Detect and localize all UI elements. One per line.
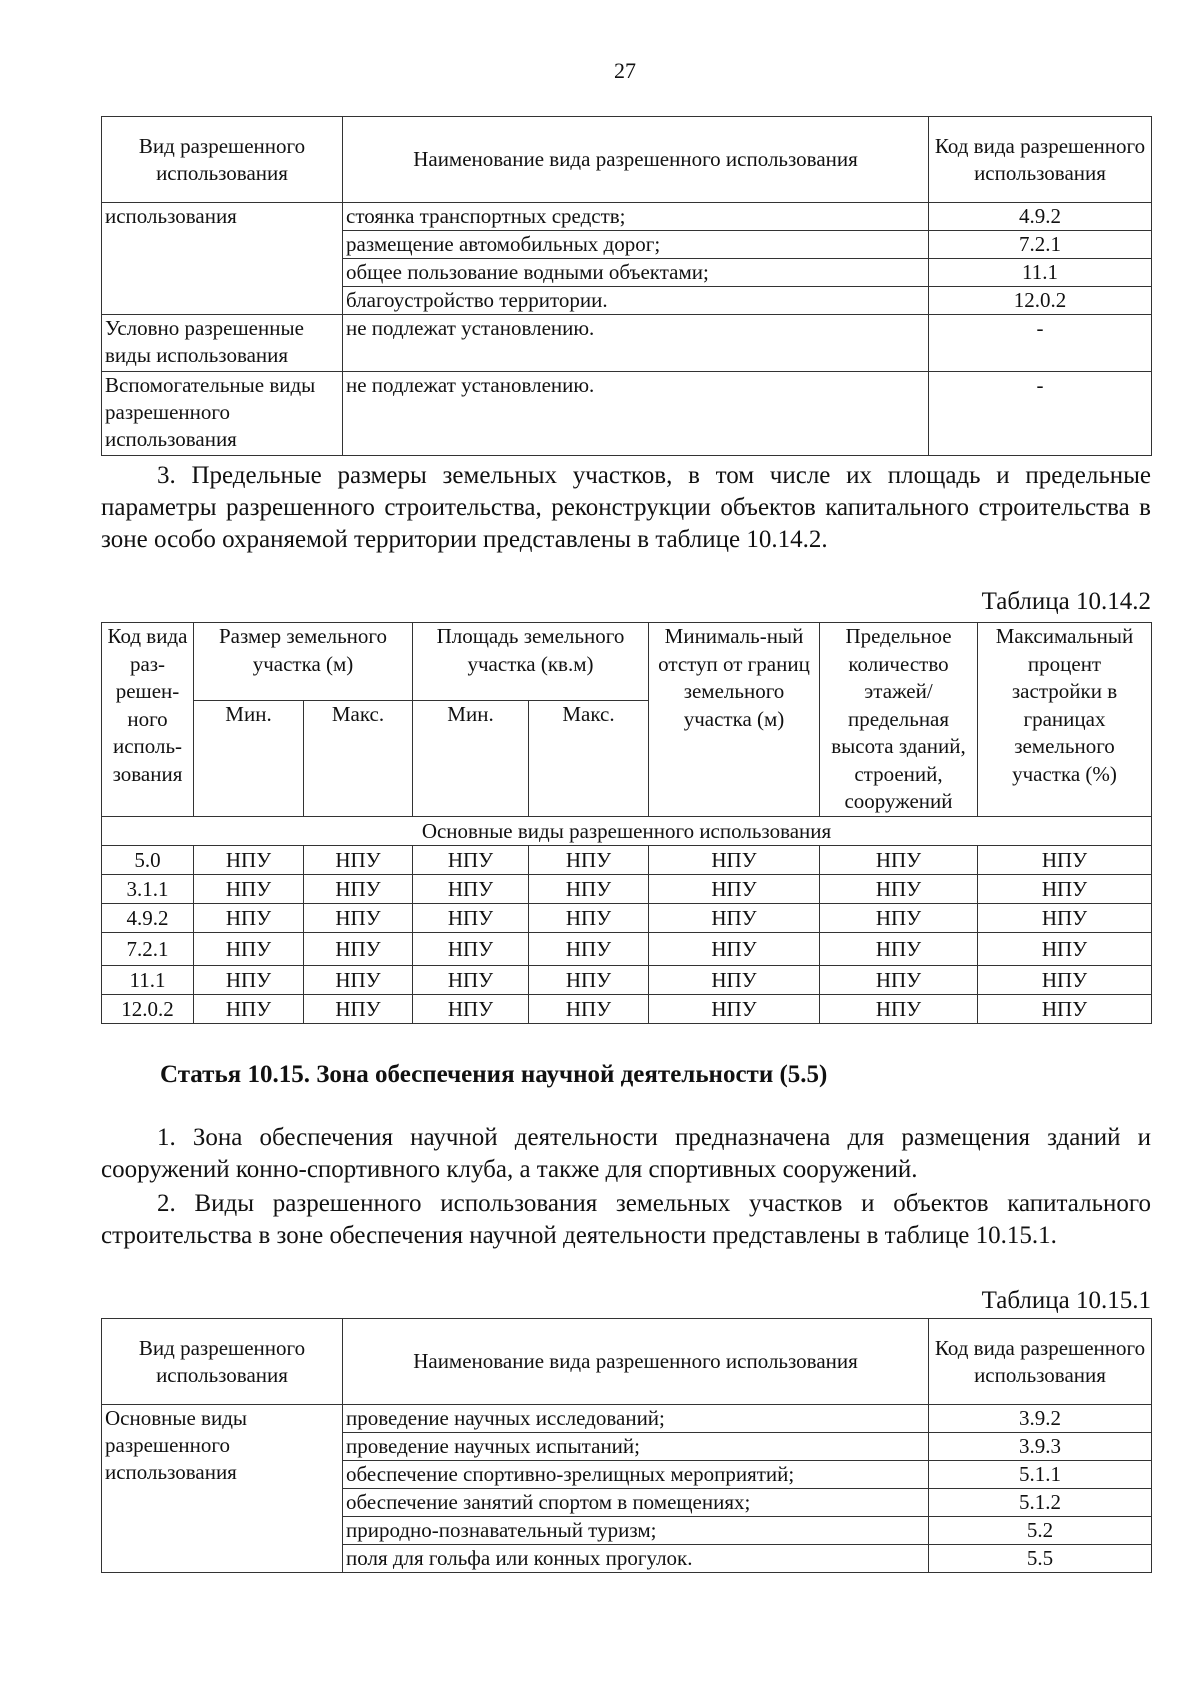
table2-code-cell: 11.1 [102,966,194,995]
table1-group-label: Условно разрешенные виды использования [102,315,343,372]
table-row [102,933,1152,966]
table3-row-code: 5.1.2 [929,1489,1152,1517]
table2-value-cell: НПУ [529,966,649,995]
table2-value-cell: НПУ [194,933,304,966]
table2-header-setback: Минималь-ный отступ от границ земельного участка (м) [649,623,820,817]
paragraph-1: 1. Зона обеспечения научной деятельности предназначена для размещения зданий и сооружений конно-спортивного клуба, а также для спортивных сооружений. [101,1124,1151,1183]
table3-row-name: обеспечение спортивно-зрелищных мероприятий; [343,1461,929,1489]
table3-row-name: обеспечение занятий спортом в помещениях; [343,1489,929,1517]
table3-caption: Таблица 10.15.1 [981,1287,1151,1314]
table3-row-code: 5.5 [929,1545,1152,1573]
table2-value-cell: НПУ [194,846,304,875]
table2-value-cell: НПУ [413,875,529,904]
table2-header-floors: Предельное количество этажей/ предельная высота зданий, строений, сооружений [820,623,978,817]
table-row [102,846,1152,875]
table2-section-label: Основные виды разрешенного использования [102,817,1152,846]
table2-value-cell: НПУ [649,995,820,1024]
table1-row-code: - [929,315,1152,372]
table2-value-cell: НПУ [820,966,978,995]
table1-row-name: стоянка транспортных средств; [343,203,929,231]
table2-value-cell: НПУ [529,904,649,933]
paragraph-3: 3. Предельные размеры земельных участков, в том числе их площадь и предельные параметры разрешенного строительства, реконструкции объектов капитального строительства в зоне особо охраняемой территории представлены в таблице 10.14.2. [101,462,1151,553]
table2-header-size-max: Макс. [304,701,413,817]
table2-value-cell: НПУ [413,995,529,1024]
page-number: 27 [614,58,636,83]
table2-value-cell: НПУ [304,904,413,933]
article-heading: Статья 10.15. Зона обеспечения научной деятельности (5.5) [160,1061,828,1088]
table2-value-cell: НПУ [529,875,649,904]
table1-header-name: Наименование вида разрешенного использования [343,117,929,203]
table2-value-cell: НПУ [194,995,304,1024]
table2-value-cell: НПУ [820,846,978,875]
permitted-use-table [101,1318,1152,1573]
table2-value-cell: НПУ [978,875,1152,904]
table2-value-cell: НПУ [649,966,820,995]
table1-group-label: Вспомогательные виды разрешенного использования [102,372,343,456]
table2-value-cell: НПУ [304,933,413,966]
table2-value-cell: НПУ [413,904,529,933]
table2-value-cell: НПУ [978,966,1152,995]
table2-header-coverage: Максимальный процент застройки в границах земельного участка (%) [978,623,1152,817]
table2-value-cell: НПУ [413,966,529,995]
table2-header-area: Площадь земельного участка (кв.м) [413,623,649,701]
table2-code-cell: 4.9.2 [102,904,194,933]
table1-row-code: 11.1 [929,259,1152,287]
table2-value-cell: НПУ [820,933,978,966]
permitted-use-table-continued [101,116,1152,456]
table1-row-name: не подлежат установлению. [343,372,929,456]
table2-value-cell: НПУ [304,875,413,904]
table1-row-code: 4.9.2 [929,203,1152,231]
table2-value-cell: НПУ [978,904,1152,933]
table2-value-cell: НПУ [978,995,1152,1024]
limits-table [101,622,1152,1024]
table3-header-code: Код вида разрешенного использования [929,1319,1152,1405]
table-row [102,904,1152,933]
table3-row-code: 5.1.1 [929,1461,1152,1489]
table1-row-code: - [929,372,1152,456]
table3-row-code: 3.9.3 [929,1433,1152,1461]
table3-group-label: Основные виды разрешенного использования [102,1405,343,1573]
table2-value-cell: НПУ [194,875,304,904]
table2-value-cell: НПУ [529,933,649,966]
table2-header-code: Код вида раз-решен-ного исполь-зования [102,623,194,817]
table2-header-size-min: Мин. [194,701,304,817]
table2-value-cell: НПУ [413,846,529,875]
table3-row-name: проведение научных исследований; [343,1405,929,1433]
table2-value-cell: НПУ [820,904,978,933]
table2-value-cell: НПУ [529,995,649,1024]
table2-value-cell: НПУ [649,933,820,966]
table1-row-name: размещение автомобильных дорог; [343,231,929,259]
table2-code-cell: 3.1.1 [102,875,194,904]
table2-value-cell: НПУ [194,904,304,933]
table3-row-name: поля для гольфа или конных прогулок. [343,1545,929,1573]
table3-row-name: проведение научных испытаний; [343,1433,929,1461]
table3-row-code: 3.9.2 [929,1405,1152,1433]
table2-value-cell: НПУ [820,875,978,904]
table2-code-cell: 7.2.1 [102,933,194,966]
table2-code-cell: 12.0.2 [102,995,194,1024]
table2-value-cell: НПУ [304,846,413,875]
table-row [102,875,1152,904]
table3-header-name: Наименование вида разрешенного использования [343,1319,929,1405]
table3-row-code: 5.2 [929,1517,1152,1545]
paragraph-2: 2. Виды разрешенного использования земельных участков и объектов капитального строительства в зоне обеспечения научной деятельности представлены в таблице 10.15.1. [101,1190,1151,1249]
table1-group-label: использования [102,203,343,315]
table2-value-cell: НПУ [978,933,1152,966]
table1-row-code: 7.2.1 [929,231,1152,259]
table2-value-cell: НПУ [820,995,978,1024]
table1-row-code: 12.0.2 [929,287,1152,315]
table1-row-name: общее пользование водными объектами; [343,259,929,287]
table2-value-cell: НПУ [413,933,529,966]
table2-value-cell: НПУ [649,846,820,875]
table2-value-cell: НПУ [194,966,304,995]
table2-header-area-max: Макс. [529,701,649,817]
table2-value-cell: НПУ [978,846,1152,875]
table2-header-size: Размер земельного участка (м) [194,623,413,701]
table1-header-code: Код вида разрешенного использования [929,117,1152,203]
table2-value-cell: НПУ [649,875,820,904]
table-row [102,995,1152,1024]
table1-header-type: Вид разрешенного использования [102,117,343,203]
table2-value-cell: НПУ [304,995,413,1024]
table2-value-cell: НПУ [304,966,413,995]
table2-caption: Таблица 10.14.2 [981,588,1151,615]
table1-row-name: не подлежат установлению. [343,315,929,372]
table2-header-area-min: Мин. [413,701,529,817]
table2-value-cell: НПУ [649,904,820,933]
table3-row-name: природно-познавательный туризм; [343,1517,929,1545]
table2-code-cell: 5.0 [102,846,194,875]
table-row [102,966,1152,995]
table1-row-name: благоустройство территории. [343,287,929,315]
table-row [102,1405,1152,1433]
table2-value-cell: НПУ [529,846,649,875]
table3-header-type: Вид разрешенного использования [102,1319,343,1405]
